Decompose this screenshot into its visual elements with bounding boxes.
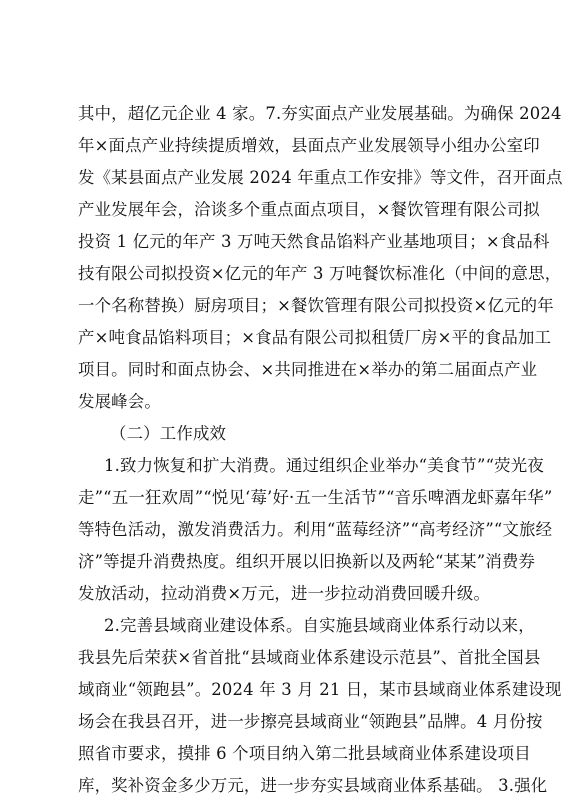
text-line-12: 1.致力恢复和扩大消费。通过组织企业举办“美食节”“荧光夜	[104, 456, 544, 475]
text-line-16: 发放活动，拉动消费×万元，进一步拉动消费回暖升级。	[78, 584, 491, 603]
section-heading: （二）工作成效	[110, 424, 227, 443]
text-line-14: 等特色活动，激发消费活力。利用“蓝莓经济”“高考经济”“文旅经	[78, 520, 553, 539]
text-line-2: 年×面点产业持续提质增效，县面点产业发展领导小组办公室印	[78, 136, 540, 155]
text-line-9: 项目。同时和面点协会、×共同推进在×举办的第二届面点产业	[78, 360, 538, 379]
text-line-3: 发《某县面点产业发展 2024 年重点工作安排》等文件，召开面点	[78, 168, 563, 187]
text-line-15: 济”等提升消费热度。组织开展以旧换新以及两轮“某某”消费券	[78, 552, 536, 571]
text-line-6: 技有限公司拟投资×亿元的年产 3 万吨餐饮标准化（中间的意思，	[78, 264, 562, 283]
text-line-19: 域商业“领跑县”。2024 年 3 月 21 日，某市县域商业体系建设现	[78, 680, 562, 699]
text-line-21: 照省市要求，摸排 6 个项目纳入第二批县域商业体系建设项目	[78, 744, 531, 763]
text-line-10: 发展峰会。	[78, 392, 161, 411]
text-line-1: 其中，超亿元企业 4 家。7.夯实面点产业发展基础。为确保 2024	[78, 104, 562, 123]
text-line-7: 一个名称替换）厨房项目；×餐饮管理有限公司拟投资×亿元的年	[78, 296, 554, 315]
text-line-5: 投资 1 亿元的年产 3 万吨天然食品馅料产业基地项目；×食品科	[78, 232, 550, 251]
text-line-8: 产×吨食品馅料项目；×食品有限公司拟租赁厂房×平的食品加工	[78, 328, 552, 347]
text-line-20: 场会在我县召开，进一步擦亮县域商业“领跑县”品牌。4 月份按	[78, 712, 543, 731]
text-line-17: 2.完善县域商业建设体系。自实施县域商业体系行动以来，	[104, 616, 535, 635]
text-line-13: 走”“五一狂欢周”“悦见‘莓’好·五一生活节”“音乐啤酒龙虾嘉年华”	[78, 488, 553, 507]
text-line-4: 产业发展年会，洽谈多个重点面点项目，×餐饮管理有限公司拟	[78, 200, 540, 219]
text-line-22: 库，奖补资金多少万元，进一步夯实县域商业体系基础。 3.强化	[78, 776, 548, 795]
text-line-18: 我县先后荣获×省首批“县域商业体系建设示范县”、首批全国县	[78, 648, 541, 667]
